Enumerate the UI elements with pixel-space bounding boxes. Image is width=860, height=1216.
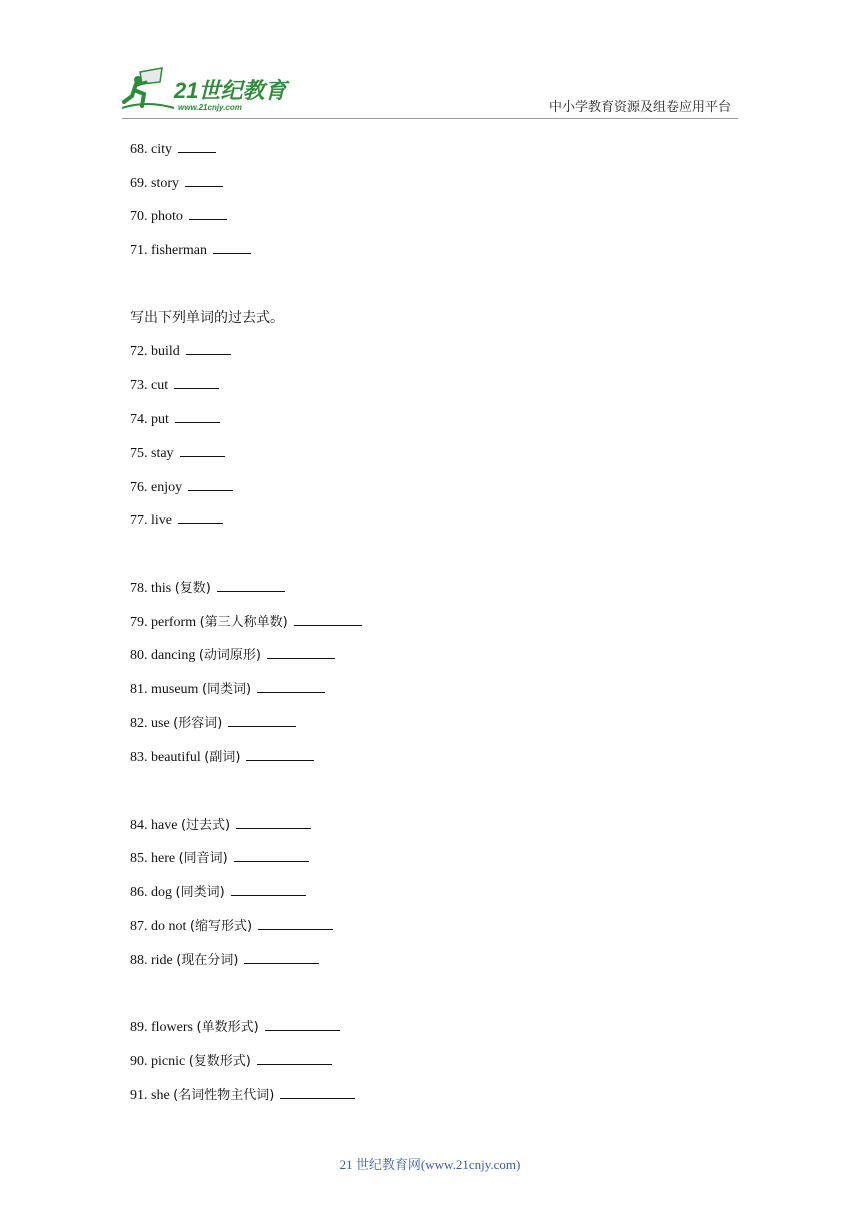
answer-blank[interactable] xyxy=(175,409,220,423)
page-footer: 21 世纪教育网(www.21cnjy.com) xyxy=(339,1157,521,1172)
question-item: 91. she (名词性物主代词) xyxy=(130,1085,355,1105)
question-item: 79. perform (第三人称单数) xyxy=(130,612,362,632)
answer-blank[interactable] xyxy=(189,206,227,220)
answer-blank[interactable] xyxy=(188,477,233,491)
section-instruction: 写出下列单词的过去式。 xyxy=(130,310,284,326)
question-item: 90. picnic (复数形式) xyxy=(130,1051,332,1071)
logo-text: 21世纪教育 xyxy=(174,78,287,103)
header-slogan: 中小学教育资源及组卷应用平台 xyxy=(549,100,732,115)
question-item: 81. museum (同类词) xyxy=(130,679,325,699)
answer-blank[interactable] xyxy=(213,240,251,254)
question-item: 80. dancing (动词原形) xyxy=(130,645,335,665)
answer-blank[interactable] xyxy=(246,747,314,761)
question-item: 68. city xyxy=(130,139,216,159)
brand-logo xyxy=(122,66,292,114)
answer-blank[interactable] xyxy=(257,679,325,693)
answer-blank[interactable] xyxy=(231,882,306,896)
question-item: 84. have (过去式) xyxy=(130,815,311,835)
question-item: 82. use (形容词) xyxy=(130,713,296,733)
question-item: 74. put xyxy=(130,409,220,429)
question-item: 75. stay xyxy=(130,443,225,463)
answer-blank[interactable] xyxy=(174,375,219,389)
question-item: 69. story xyxy=(130,173,223,193)
question-item: 83. beautiful (副词) xyxy=(130,747,314,767)
runner-flag-icon xyxy=(122,66,178,114)
answer-blank[interactable] xyxy=(180,443,225,457)
answer-blank[interactable] xyxy=(267,645,335,659)
header-divider xyxy=(122,118,738,119)
question-item: 73. cut xyxy=(130,375,219,395)
answer-blank[interactable] xyxy=(234,848,309,862)
question-item: 71. fisherman xyxy=(130,240,251,260)
page-header xyxy=(0,0,860,125)
answer-blank[interactable] xyxy=(186,341,231,355)
answer-blank[interactable] xyxy=(294,612,362,626)
question-item: 85. here (同音词) xyxy=(130,848,309,868)
answer-blank[interactable] xyxy=(244,950,319,964)
answer-blank[interactable] xyxy=(185,173,223,187)
answer-blank[interactable] xyxy=(280,1085,355,1099)
answer-blank[interactable] xyxy=(217,578,285,592)
question-item: 88. ride (现在分词) xyxy=(130,950,319,970)
question-item: 89. flowers (单数形式) xyxy=(130,1017,340,1037)
answer-blank[interactable] xyxy=(257,1051,332,1065)
answer-blank[interactable] xyxy=(178,139,216,153)
answer-blank[interactable] xyxy=(265,1017,340,1031)
answer-blank[interactable] xyxy=(228,713,296,727)
question-item: 76. enjoy xyxy=(130,477,233,497)
question-item: 78. this (复数) xyxy=(130,578,285,598)
answer-blank[interactable] xyxy=(258,916,333,930)
logo-url: www.21cnjy.com xyxy=(178,103,242,112)
answer-blank[interactable] xyxy=(236,815,311,829)
question-item: 87. do not (缩写形式) xyxy=(130,916,333,936)
question-item: 70. photo xyxy=(130,206,227,226)
question-item: 77. live xyxy=(130,510,223,530)
question-item: 72. build xyxy=(130,341,231,361)
answer-blank[interactable] xyxy=(178,510,223,524)
question-item: 86. dog (同类词) xyxy=(130,882,306,902)
